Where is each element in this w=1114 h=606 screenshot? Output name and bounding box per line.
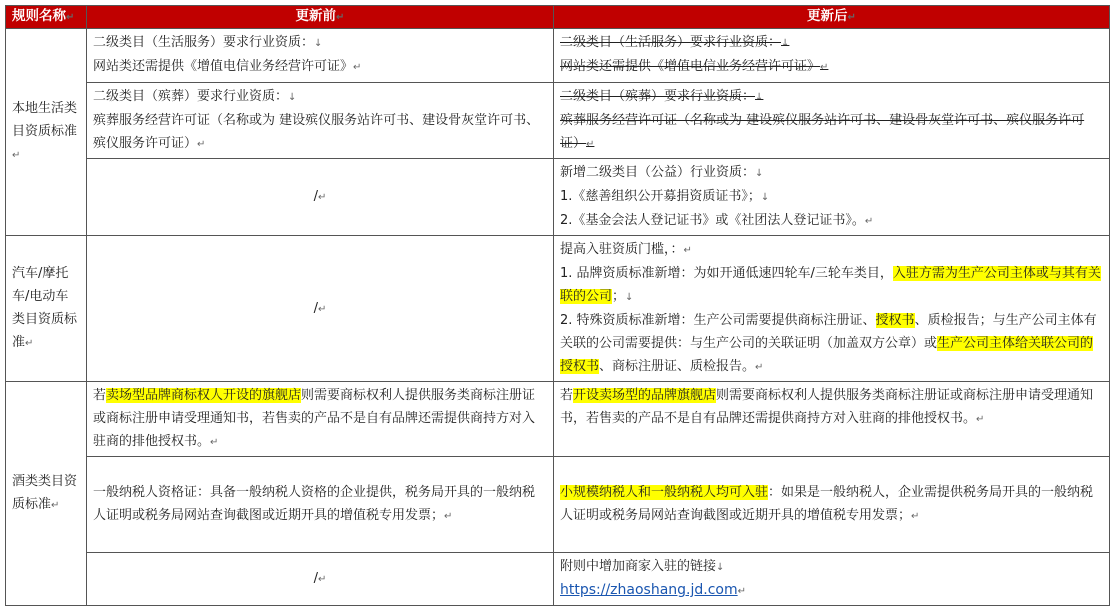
rule-name-auto: 汽车/摩托车/电动车类目资质标准↵ [6, 236, 87, 382]
cell-after: 二级类目（殡葬）要求行业资质：↓ 殡葬服务经营许可证（名称或为 建设殡仪服务站许可书、建设骨灰堂许可书、殡仪服务许可证）↵ [554, 83, 1110, 159]
table-row [6, 236, 1110, 382]
table-header-row [6, 6, 1110, 29]
cell-after: 小规模纳税人和一般纳税人均可入驻：如果是一般纳税人，企业需提供税务局开具的一般纳税人证明或税务局网站查询截图或近期开具的增值税专用发票；↵ [554, 457, 1110, 553]
cell-before: 二级类目（生活服务）要求行业资质：↓ 网站类还需提供《增值电信业务经营许可证》↵ [87, 29, 554, 83]
cell-before: 二级类目（殡葬）要求行业资质：↓ 殡葬服务经营许可证（名称或为 建设殡仪服务站许可书、建设骨灰堂许可书、殡仪服务许可证）↵ [87, 83, 554, 159]
cell-after: 附则中增加商家入驻的链接↓ https://zhaoshang.jd.com↵ [554, 553, 1110, 606]
cell-before: 一般纳税人资格证：具备一般纳税人资格的企业提供，税务局开具的一般纳税人证明或税务局网站查询截图或近期开具的增值税专用发票；↵ [87, 457, 554, 553]
rule-name-liquor: 酒类类目资质标准↵ [6, 382, 87, 606]
cell-after: 提高入驻资质门槛，：↵ 1. 品牌资质标准新增：为如开通低速四轮车/三轮车类目，入驻方需为生产公司主体或与其有关联的公司；↓ 2. 特殊资质标准新增：生产公司需要提供商标注册证、授权书、质检报告；与生产公司主体有关联的公司需要提供：与生产公司的关联证明（加盖双方公章）或生产公司主体给关联公司的授权书、商标注册证、质检报告。↵ [554, 236, 1110, 382]
highlight: 生产公司主体给关联公司的授权书 [560, 336, 1094, 374]
highlight: 卖场型品牌商标权人开设的旗舰店 [106, 388, 302, 403]
highlight: 入驻方需为生产公司主体或与其有关联的公司 [560, 266, 1101, 304]
table-row [6, 553, 1110, 606]
cell-after: 若开设卖场型的品牌旗舰店则需要商标权利人提供服务类商标注册证或商标注册申请受理通知书，若售卖的产品不是自有品牌还需提供商持方对入驻商的排他授权书。↵ [554, 382, 1110, 457]
cell-before: /↵ [87, 553, 554, 606]
table-row [6, 457, 1110, 553]
cell-after: 新增二级类目（公益）行业资质：↓ 1.《慈善组织公开募捐资质证书》；↓ 2.《基金会法人登记证书》或《社团法人登记证书》。↵ [554, 159, 1110, 236]
cell-before: 若卖场型品牌商标权人开设的旗舰店则需要商标权利人提供服务类商标注册证或商标注册申请受理通知书，若售卖的产品不是自有品牌还需提供商持方对入驻商的排他授权书。↵ [87, 382, 554, 457]
cell-before: /↵ [87, 236, 554, 382]
rule-name-local: 本地生活类目资质标准↵ [6, 29, 87, 236]
table-row [6, 159, 1110, 236]
rule-update-table [5, 5, 1110, 606]
highlight: 小规模纳税人和一般纳税人均可入驻 [560, 485, 769, 500]
table-row [6, 83, 1110, 159]
cell-after: 二级类目（生活服务）要求行业资质：↓ 网站类还需提供《增值电信业务经营许可证》↵ [554, 29, 1110, 83]
highlight: 授权书 [875, 313, 915, 328]
table-row [6, 382, 1110, 457]
table-row [6, 29, 1110, 83]
header-after: 更新后↵ [554, 6, 1110, 29]
header-before: 更新前↵ [87, 6, 554, 29]
cell-before: /↵ [87, 159, 554, 236]
zhaoshang-link[interactable]: https://zhaoshang.jd.com [560, 582, 738, 598]
highlight: 开设卖场型的品牌旗舰店 [573, 388, 717, 403]
header-rule-name: 规则名称↵ [6, 6, 87, 29]
